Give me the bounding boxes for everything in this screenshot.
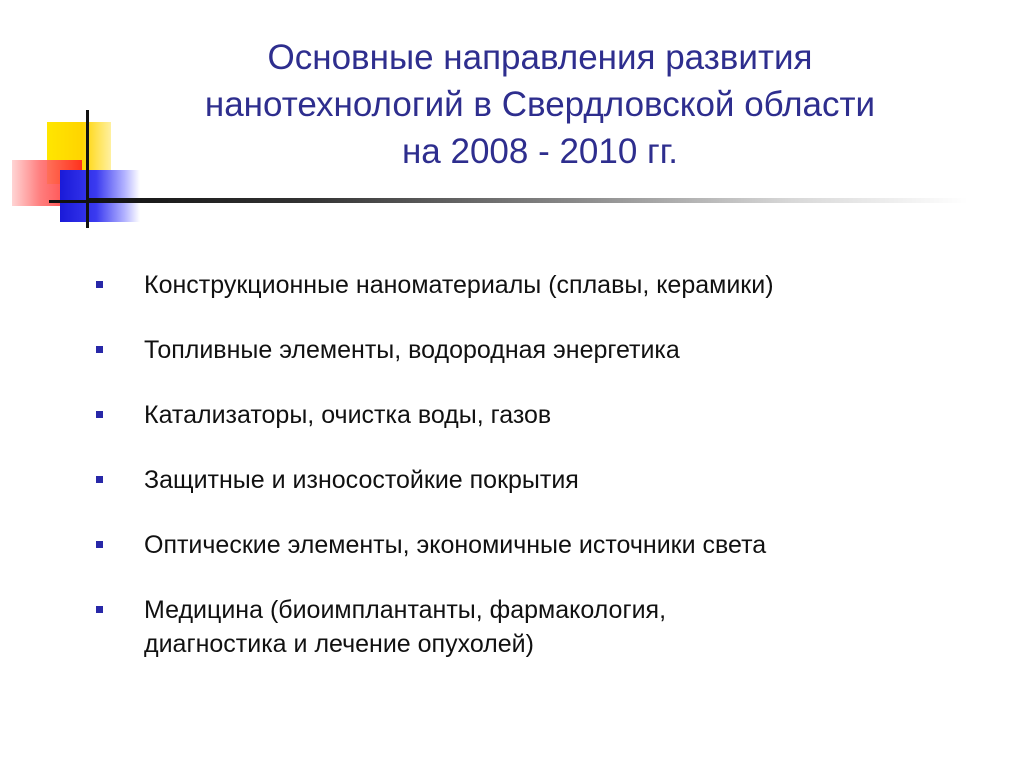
- square-bullet-icon: [96, 476, 103, 483]
- bullet-text: Оптические элементы, экономичные источники света: [144, 531, 767, 559]
- title-divider: [88, 198, 968, 203]
- title-line-2: нанотехнологий в Свердловской области: [204, 85, 876, 124]
- bullet-list: [88, 268, 988, 692]
- square-bullet-icon: [96, 281, 103, 288]
- blue-gradient-decoration: [60, 170, 140, 222]
- square-bullet-icon: [96, 411, 103, 418]
- bullet-item: [88, 333, 988, 367]
- slide-title: [130, 34, 950, 175]
- bullet-item: [88, 593, 784, 661]
- square-bullet-icon: [96, 346, 103, 353]
- bullet-text: Топливные элементы, водородная энергетика: [144, 336, 680, 364]
- square-bullet-icon: [96, 606, 103, 613]
- bullet-text: Конструкционные наноматериалы (сплавы, керамики): [144, 271, 774, 299]
- title-line-3: на 2008 - 2010 гг.: [401, 132, 679, 171]
- bullet-text: Защитные и износостойкие покрытия: [144, 466, 579, 494]
- title-line-1: Основные направления развития: [267, 38, 813, 77]
- bullet-text: Медицина (биоимплантанты, фармакология, диагностика и лечение опухолей): [144, 596, 667, 658]
- square-bullet-icon: [96, 541, 103, 548]
- bullet-item: [88, 528, 988, 562]
- bullet-item: [88, 398, 988, 432]
- vertical-line-decoration: [86, 110, 89, 228]
- bullet-item: [88, 268, 988, 302]
- bullet-text: Катализаторы, очистка воды, газов: [144, 401, 552, 429]
- bullet-item: [88, 463, 988, 497]
